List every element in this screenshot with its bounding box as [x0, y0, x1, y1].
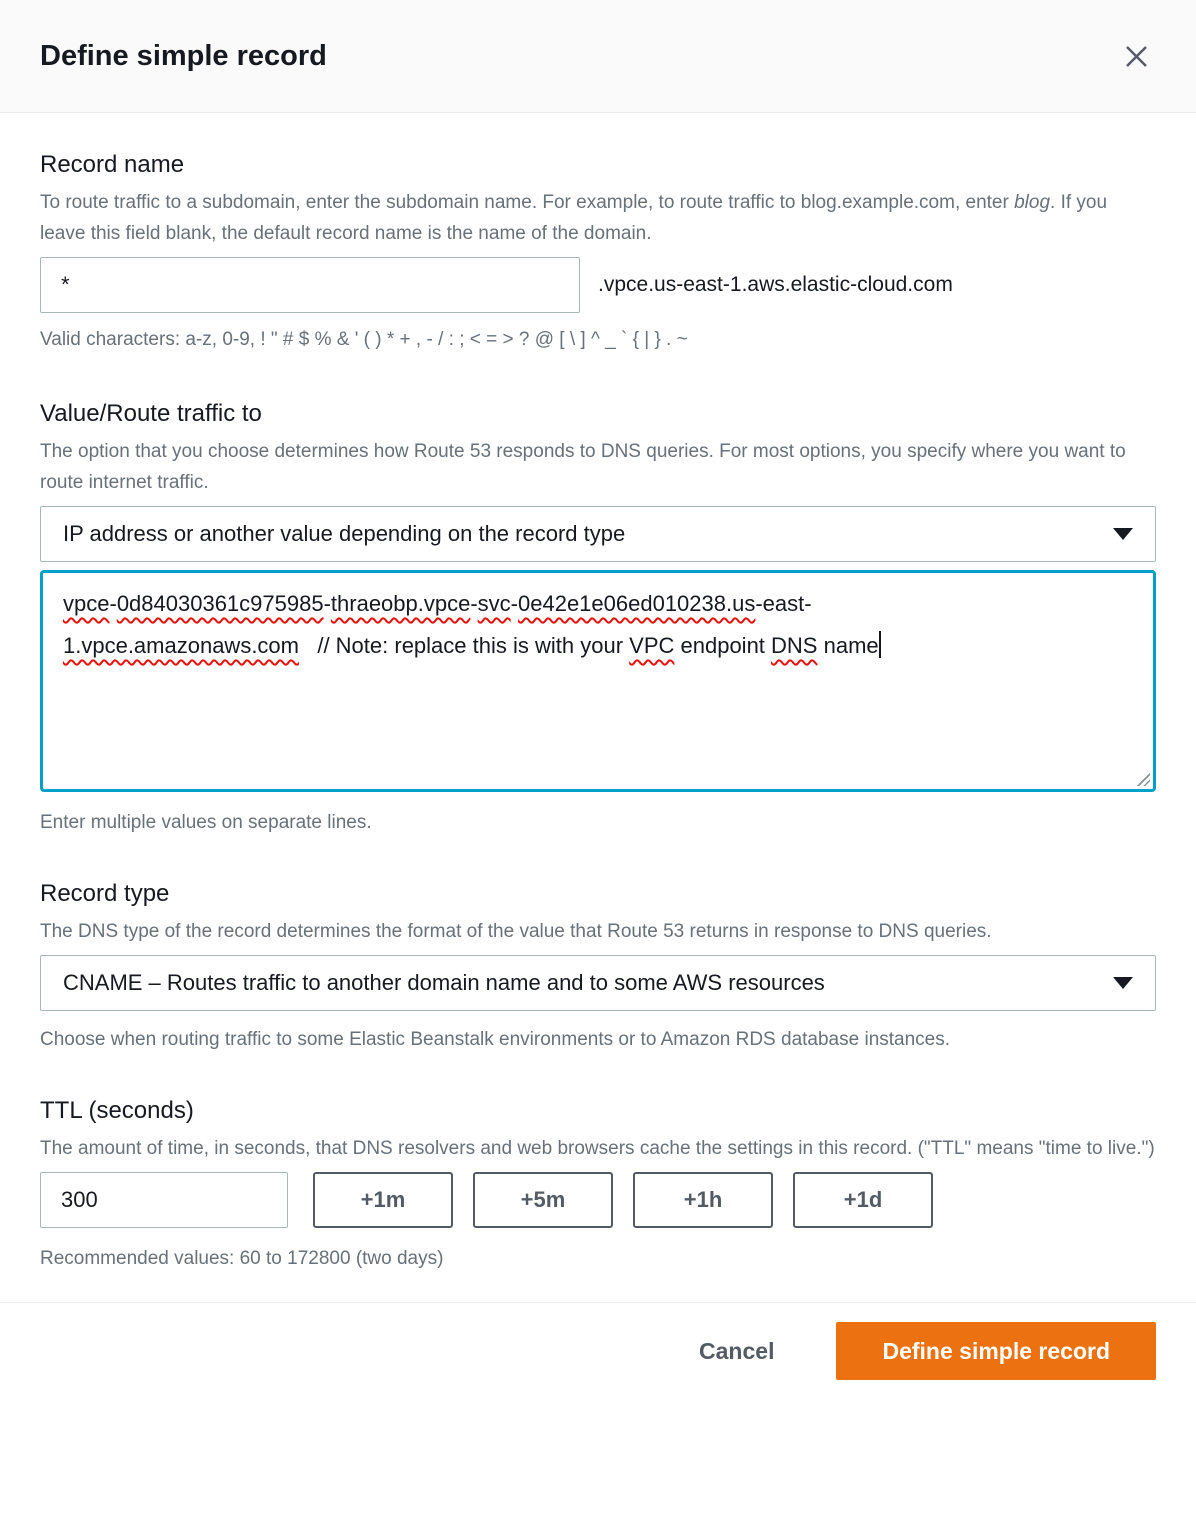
dialog-footer	[0, 1302, 1196, 1395]
cancel-button[interactable]: Cancel	[699, 1337, 775, 1364]
close-button[interactable]	[1117, 37, 1156, 76]
define-simple-record-button[interactable]: Define simple record	[836, 1322, 1156, 1380]
record-name-row	[40, 257, 1156, 313]
multiple-values-hint: Enter multiple values on separate lines.	[40, 812, 372, 833]
valid-characters-hint: Valid characters: a-z, 0-9, ! " # $ % & ' ( ) * + , - / : ; < = > ? @ [ \ ] ^ _ ` { | } . ~	[40, 329, 688, 350]
value-text-segment: -	[470, 591, 478, 616]
value-text-segment: -	[323, 591, 331, 616]
misspelled-text-segment: vpce	[63, 591, 110, 616]
ttl-input[interactable]	[40, 1172, 288, 1228]
record-type-label: Record type	[40, 880, 170, 907]
value-text-segment: -	[510, 591, 518, 616]
ttl-label: TTL (seconds)	[40, 1097, 194, 1124]
record-type-selected-option: CNAME – Routes traffic to another domain name and to some AWS resources	[63, 970, 825, 995]
misspelled-text-segment: thraeobp.vpce	[330, 591, 471, 616]
value-text-segment: -	[109, 591, 117, 616]
value-text-segment: // Note: replace this is with your	[299, 633, 630, 658]
misspelled-text-segment: 0d84030361c975985	[116, 591, 324, 616]
value-text-line	[63, 625, 1133, 667]
value-route-description: The option that you choose determines how Route 53 responds to DNS queries. For most options, you specify where you want to route internet traffic.	[40, 441, 1126, 493]
record-type-hint: Choose when routing traffic to some Elastic Beanstalk environments or to Amazon RDS database instances.	[40, 1029, 951, 1050]
domain-suffix: .vpce.us-east-1.aws.elastic-cloud.com	[598, 273, 953, 296]
text-cursor	[879, 631, 881, 658]
value-route-select[interactable]	[40, 506, 1156, 562]
caret-down-icon	[1113, 977, 1133, 989]
record-name-label: Record name	[40, 151, 185, 178]
value-text-line	[63, 583, 1133, 625]
record-type-description: The DNS type of the record determines the format of the value that Route 53 returns in response to DNS queries.	[40, 921, 992, 942]
misspelled-text-segment: DNS	[771, 633, 818, 658]
ttl-plus-5m-button[interactable]: +5m	[473, 1172, 613, 1228]
value-text-segment: name	[817, 633, 879, 658]
ttl-row	[40, 1172, 1156, 1228]
record-name-description-text: To route traffic to a subdomain, enter the subdomain name. For example, to route traffic to blog.example.com, enter	[40, 192, 1015, 213]
ttl-plus-1d-button[interactable]: +1d	[793, 1172, 933, 1228]
value-route-selected-option: IP address or another value depending on the record type	[63, 521, 626, 546]
close-icon	[1123, 43, 1150, 70]
resize-handle-icon[interactable]	[1135, 771, 1150, 786]
value-textarea[interactable]	[40, 570, 1156, 792]
caret-down-icon	[1113, 528, 1133, 540]
ttl-plus-1m-button[interactable]: +1m	[313, 1172, 453, 1228]
record-name-input[interactable]	[40, 257, 580, 313]
ttl-recommended-hint: Recommended values: 60 to 172800 (two days)	[40, 1248, 444, 1269]
record-name-description-em: blog	[1014, 192, 1051, 213]
record-type-select[interactable]	[40, 955, 1156, 1011]
dialog-title: Define simple record	[40, 39, 327, 72]
value-textarea-content	[63, 583, 1133, 667]
misspelled-text-segment: 1.vpce.amazonaws.com	[63, 633, 299, 658]
ttl-description: The amount of time, in seconds, that DNS resolvers and web browsers cache the settings in this record. ("TTL" means "time to live.")	[40, 1138, 1155, 1159]
misspelled-text-segment: svc	[477, 591, 511, 616]
value-text-segment: -east-	[755, 591, 812, 616]
ttl-plus-1h-button[interactable]: +1h	[633, 1172, 773, 1228]
misspelled-text-segment: VPC	[629, 633, 675, 658]
value-text-segment: endpoint	[674, 633, 772, 658]
ttl-buttons	[288, 1172, 933, 1228]
dialog-header	[0, 0, 1196, 113]
record-name-description-text2: . If you leave this field blank, the default record name is the name of the domain.	[40, 192, 1108, 244]
misspelled-text-segment: 0e42e1e06ed010238.us	[518, 591, 756, 616]
dialog-body	[0, 149, 1196, 1274]
record-name-description	[40, 187, 1156, 249]
value-route-label: Value/Route traffic to	[40, 400, 262, 427]
